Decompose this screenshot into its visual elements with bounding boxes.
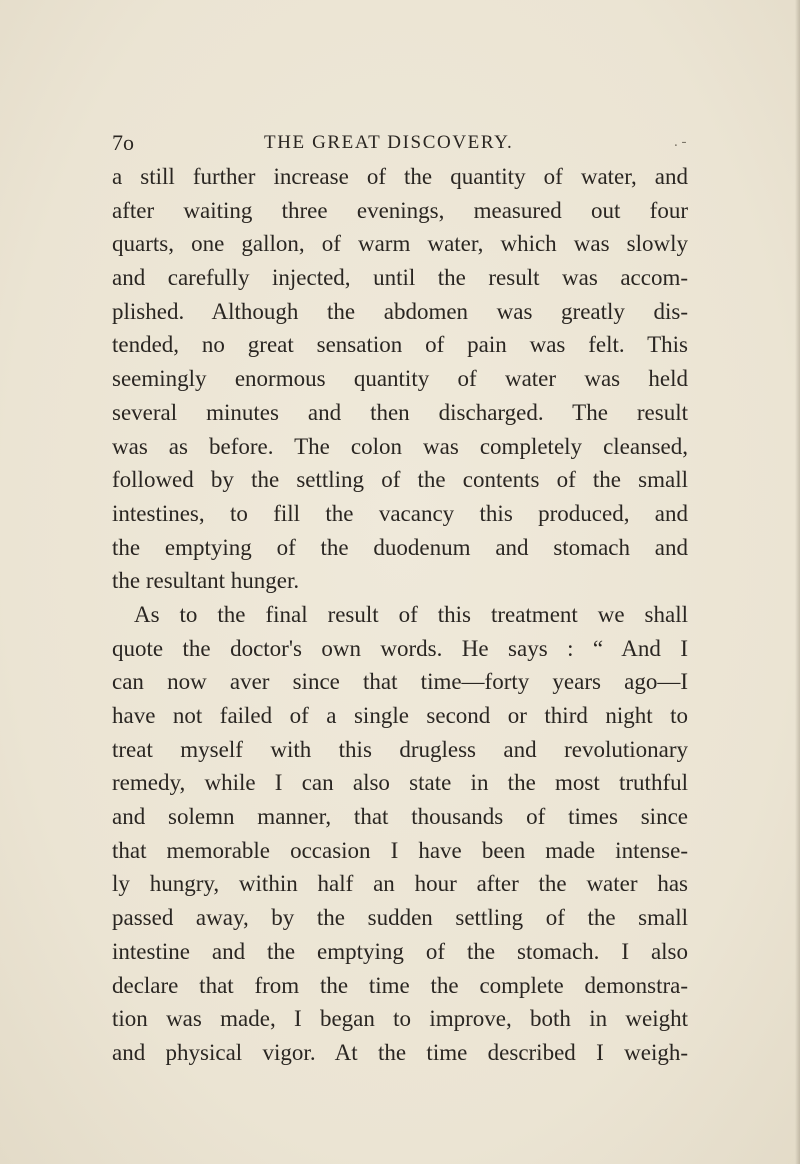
- text-line: have not failed of a single second or third night to: [112, 703, 688, 728]
- running-head: THE GREAT DISCOVERY.: [264, 132, 514, 153]
- text-line: was as before. The colon was completely cleansed,: [112, 433, 688, 459]
- text-line: tended, no great sensation of pain was felt. This: [112, 332, 688, 358]
- text-line: and carefully injected, until the result was accom-: [112, 265, 688, 291]
- text-line: can now aver since that time—forty years ago—I: [112, 669, 688, 695]
- text-line: and physical vigor. At the time described I weigh-: [112, 1039, 688, 1065]
- page-edge-shadow: [795, 0, 800, 1164]
- text-line: after waiting three evenings, measured out four: [112, 197, 688, 223]
- text-line: a still further increase of the quantity of water, and: [112, 164, 688, 189]
- paragraph-start-line: As to the final result of this treatment we shall: [134, 601, 688, 627]
- body-text: [112, 160, 688, 1070]
- text-line: and solemn manner, that thousands of times since: [112, 804, 688, 830]
- page-number: 7o: [112, 130, 134, 155]
- text-line: intestine and the emptying of the stomach. I also: [112, 938, 688, 964]
- text-line: seemingly enormous quantity of water was held: [112, 366, 688, 392]
- text-line: intestines, to fill the vacancy this produced, and: [112, 500, 688, 526]
- margin-mark: . -: [674, 134, 687, 150]
- text-line: that memorable occasion I have been made intense-: [112, 837, 688, 863]
- text-line: several minutes and then discharged. The result: [112, 399, 688, 425]
- text-line: treat myself with this drugless and revolutionary: [112, 736, 688, 762]
- text-line: declare that from the time the complete demonstra-: [112, 972, 688, 998]
- page-header: [112, 130, 687, 160]
- text-line: the emptying of the duodenum and stomach and: [112, 534, 688, 560]
- text-line: ly hungry, within half an hour after the water has: [112, 871, 688, 897]
- text-line: followed by the settling of the contents of the small: [112, 467, 688, 493]
- text-line: quarts, one gallon, of warm water, which was slowly: [112, 231, 688, 257]
- text-line: remedy, while I can also state in the most truthful: [112, 770, 688, 796]
- text-line: tion was made, I began to improve, both in weight: [112, 1006, 688, 1032]
- text-line: quote the doctor's own words. He says : “ And I: [112, 635, 688, 661]
- text-line: plished. Although the abdomen was greatly dis-: [112, 298, 688, 324]
- paragraph-end-line: the resultant hunger.: [112, 568, 300, 594]
- text-line: passed away, by the sudden settling of the small: [112, 905, 688, 931]
